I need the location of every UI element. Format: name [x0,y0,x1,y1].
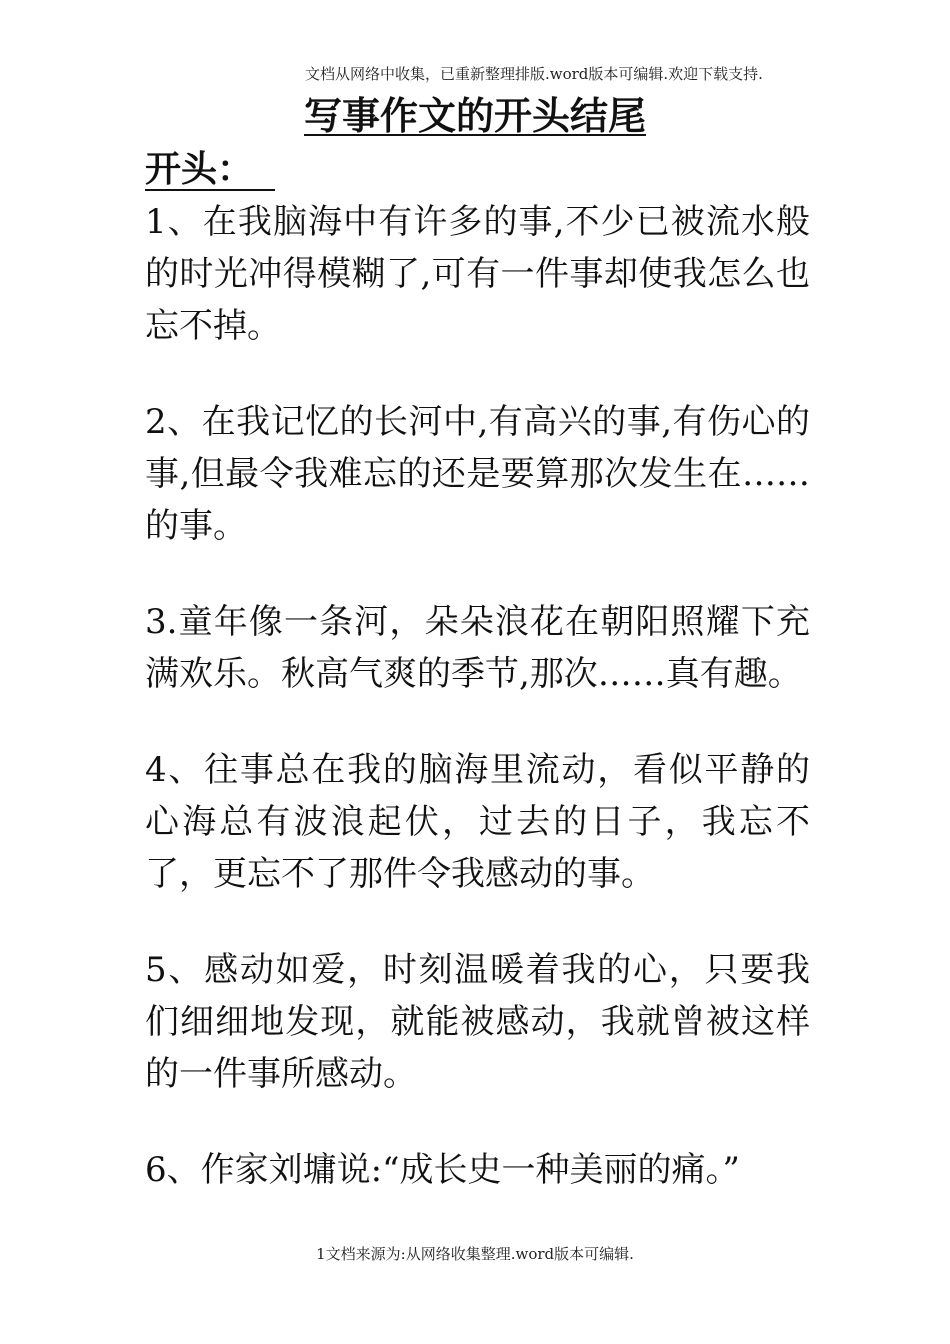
section-heading [145,146,275,192]
document-title [0,92,950,140]
list-item: 6、作家刘墉说:“成长史一种美丽的痛。” [145,1150,740,1190]
list-item: 2、在我记忆的长河中,有高兴的事,有伤心的事,但最令我难忘的还是要算那次发生在……的事。 [145,402,810,546]
document-title-text: 写事作文的开头结尾 [303,93,646,138]
list-item: 3.童年像一条河，朵朵浪花在朝阳照耀下充满欢乐。秋高气爽的季节,那次……真有趣。 [145,602,810,694]
list-item: 1、在我脑海中有许多的事,不少已被流水般的时光冲得模糊了,可有一件事却使我怎么也忘不掉。 [145,202,810,346]
opening-examples-list [145,196,810,1196]
list-item: 5、感动如爱，时刻温暖着我的心，只要我们细细地发现，就能被感动，我就曾被这样的一件事所感动。 [145,950,810,1094]
header-note: 文档从网络中收集，已重新整理排版.word版本可编辑.欢迎下载支持. [305,65,763,83]
list-item: 4、往事总在我的脑海里流动，看似平静的心海总有波浪起伏，过去的日子，我忘不了，更忘不了那件令我感动的事。 [145,750,810,894]
footer-note: 1文档来源为:从网络收集整理.word版本可编辑. [316,1245,634,1263]
section-heading-text: 开头： [145,149,275,191]
